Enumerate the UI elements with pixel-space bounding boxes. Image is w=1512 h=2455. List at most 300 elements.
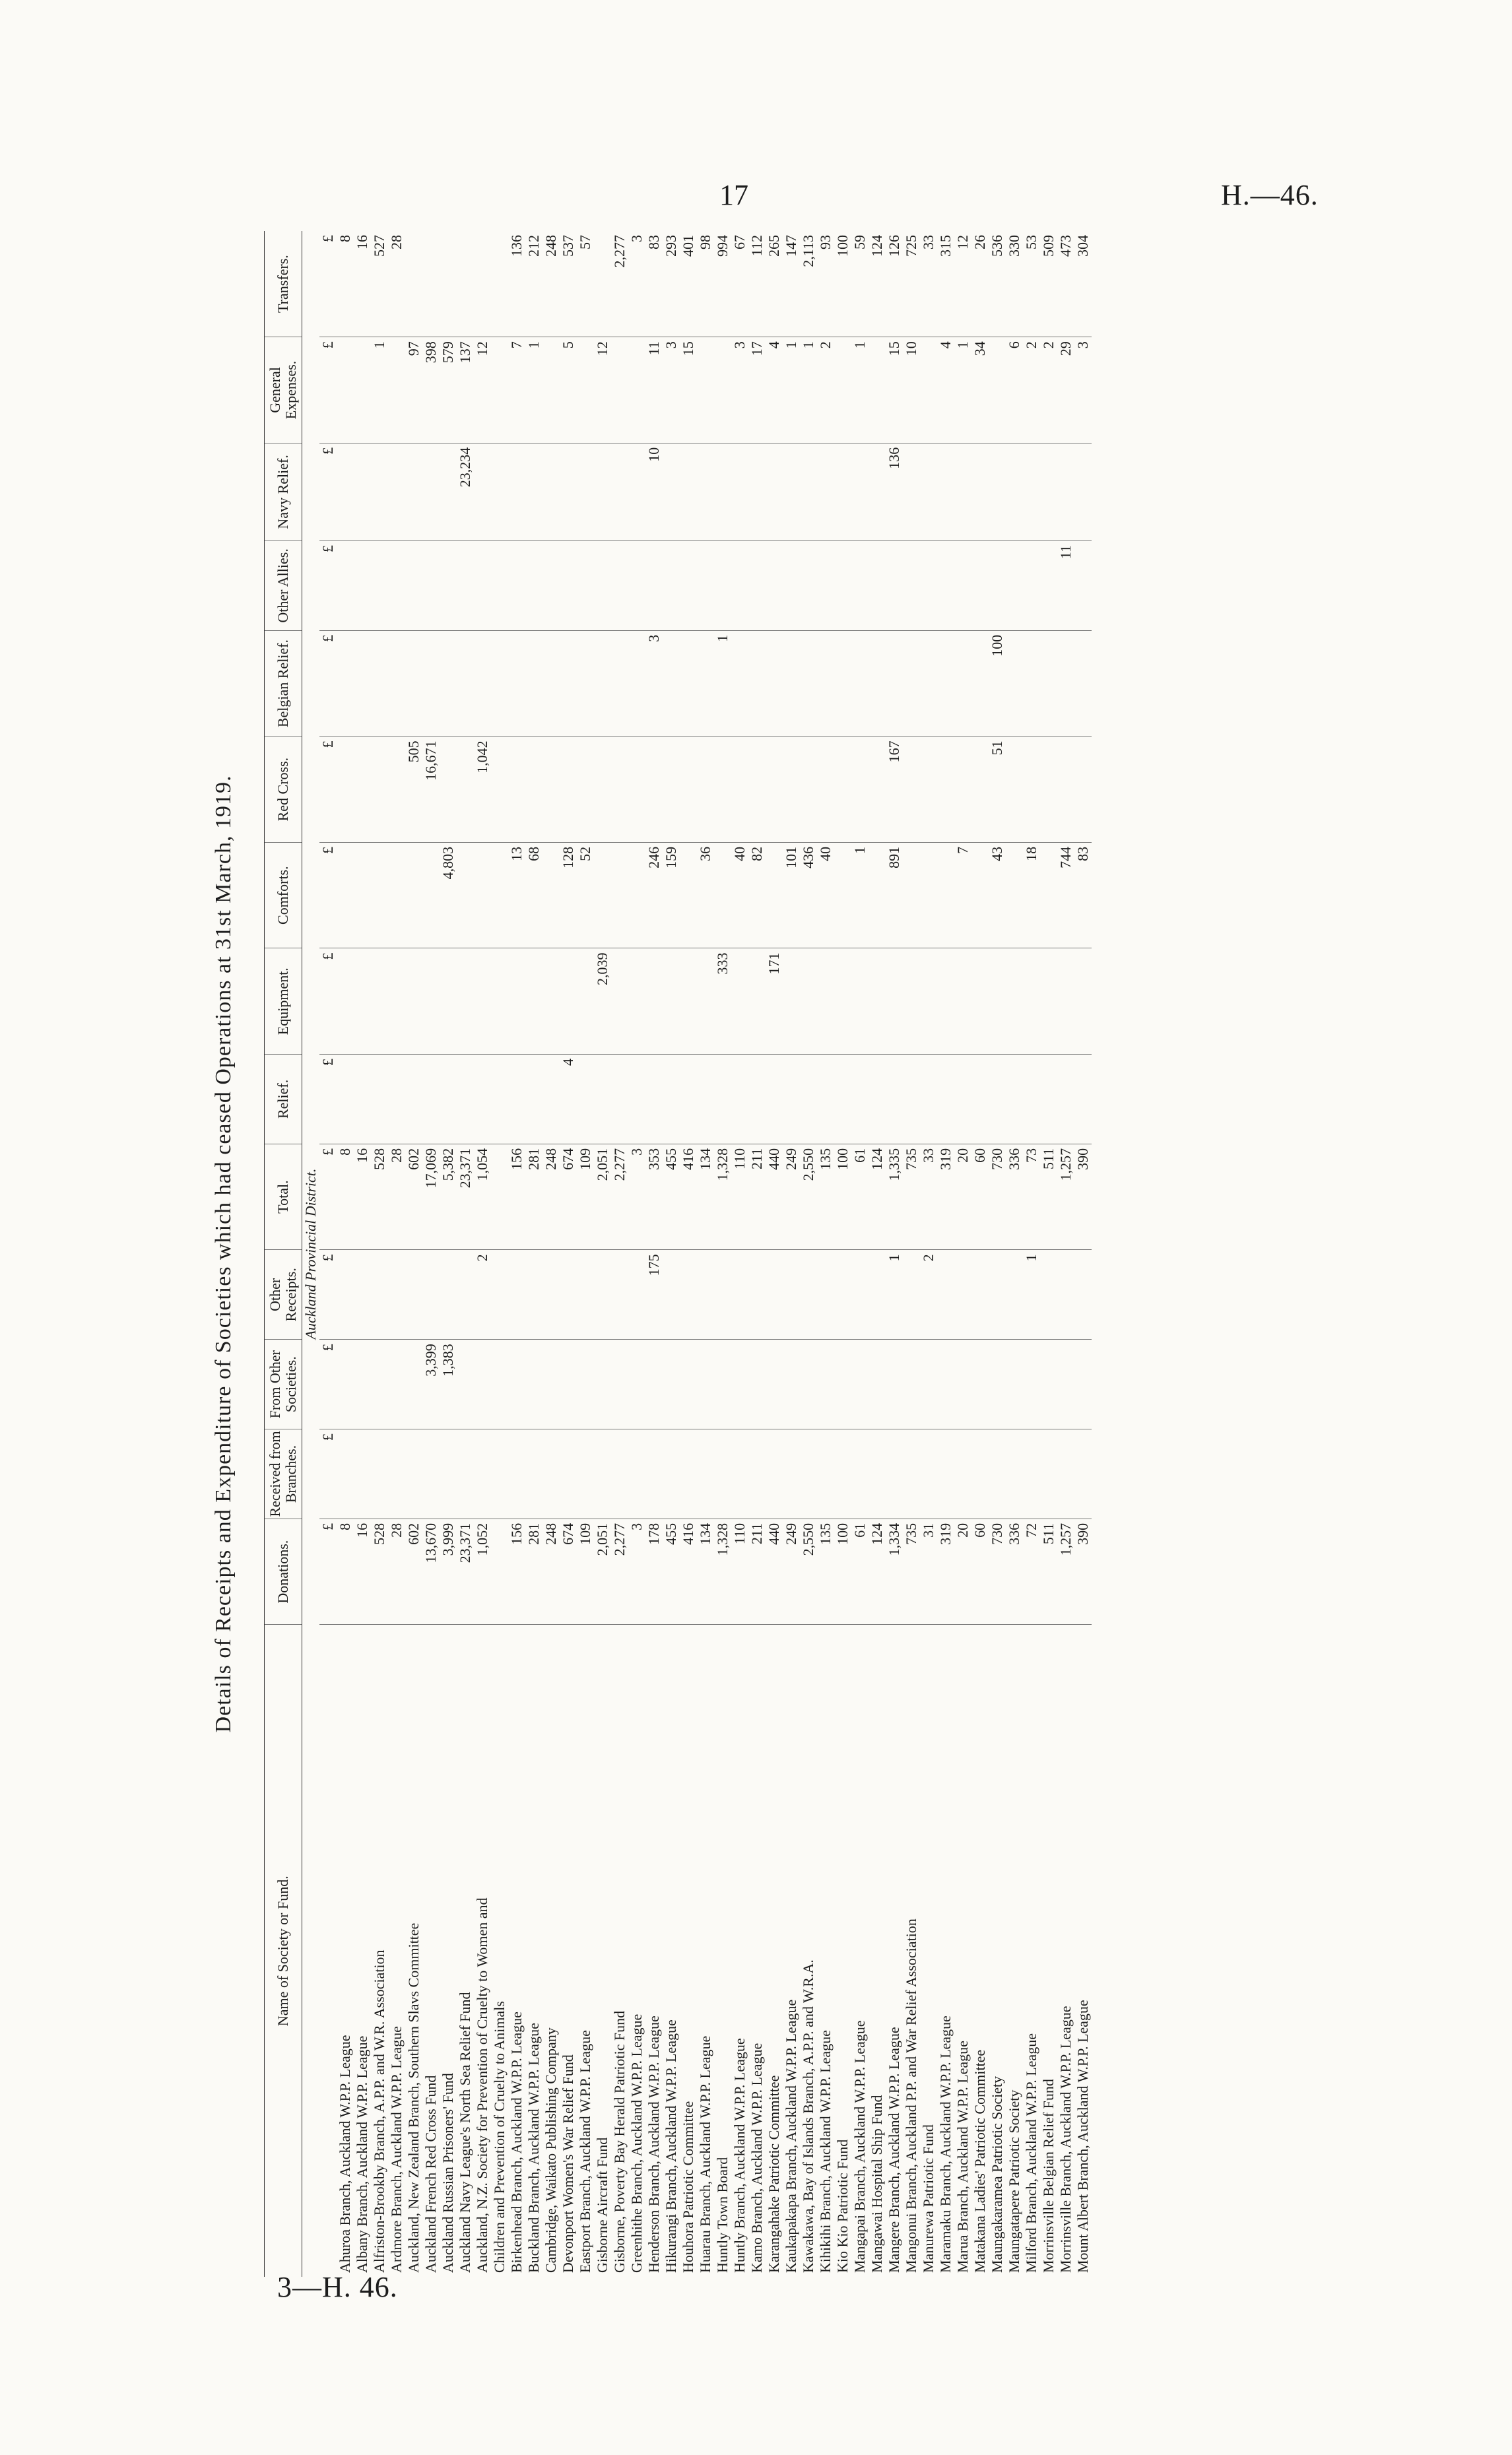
amount-cell: 60	[971, 1519, 989, 1625]
amount-cell: 34	[971, 337, 989, 443]
amount-cell	[766, 736, 783, 843]
amount-cell	[766, 443, 783, 540]
amount-cell	[800, 1250, 817, 1340]
amount-cell: 336	[1006, 1144, 1023, 1250]
unit-cell: £	[319, 1340, 337, 1429]
amount-cell	[714, 1340, 731, 1429]
table-row	[971, 231, 989, 2277]
amount-cell	[508, 630, 525, 736]
amount-cell: 330	[1006, 231, 1023, 337]
amount-cell: 28	[388, 231, 405, 337]
amount-cell	[1040, 1250, 1057, 1340]
amount-cell: 72	[1023, 1519, 1040, 1625]
amount-cell	[731, 1340, 748, 1429]
amount-cell	[1023, 630, 1040, 736]
column-header: Relief.	[265, 1054, 302, 1144]
society-name: Matakana Ladies' Patriotic Committee	[971, 2049, 988, 2273]
amount-cell: 5,382	[440, 1144, 457, 1250]
amount-cell	[989, 1054, 1006, 1144]
amount-cell	[508, 1054, 525, 1144]
amount-cell	[989, 1340, 1006, 1429]
amount-cell	[783, 630, 800, 736]
amount-cell: 730	[989, 1519, 1006, 1625]
society-name: Mount Albert Branch, Auckland W.P.P. League	[1074, 2000, 1091, 2273]
amount-cell: 109	[577, 1519, 594, 1625]
amount-cell: 93	[817, 231, 834, 337]
amount-cell: 1,335	[886, 1144, 903, 1250]
amount-cell	[337, 443, 354, 540]
amount-cell	[542, 1429, 560, 1519]
amount-cell	[457, 1340, 474, 1429]
amount-cell	[645, 540, 663, 630]
amount-cell	[937, 630, 954, 736]
amount-cell	[440, 540, 457, 630]
amount-cell: 29	[1057, 337, 1074, 443]
amount-cell	[388, 1340, 405, 1429]
amount-cell: 11	[1057, 540, 1074, 630]
table-row	[851, 231, 869, 2277]
amount-cell	[474, 948, 491, 1055]
amount-cell	[354, 540, 371, 630]
amount-cell	[851, 1429, 869, 1519]
amount-cell	[903, 948, 920, 1055]
amount-cell: 537	[560, 231, 577, 337]
amount-cell	[405, 948, 422, 1055]
amount-cell	[628, 736, 645, 843]
amount-cell: 473	[1057, 231, 1074, 337]
amount-cell	[491, 443, 508, 540]
amount-cell	[663, 1054, 680, 1144]
table-row	[903, 231, 920, 2277]
amount-cell	[697, 1429, 714, 1519]
amount-cell	[422, 1250, 440, 1340]
amount-cell	[440, 1429, 457, 1519]
amount-cell	[508, 1250, 525, 1340]
amount-cell	[783, 1340, 800, 1429]
amount-cell: 1,042	[474, 736, 491, 843]
amount-cell	[954, 540, 971, 630]
amount-cell	[1023, 1429, 1040, 1519]
table-row	[508, 231, 525, 2277]
society-name: Ahuroa Branch, Auckland W.P.P. League	[337, 2035, 353, 2273]
amount-cell	[800, 540, 817, 630]
society-name: Morrinsville Branch, Auckland W.P.P. League	[1057, 2006, 1074, 2273]
amount-cell	[422, 948, 440, 1055]
amount-cell	[731, 736, 748, 843]
amount-cell: 135	[817, 1519, 834, 1625]
amount-cell	[371, 1340, 388, 1429]
unit-cell: £	[319, 1250, 337, 1340]
amount-cell	[971, 842, 989, 948]
amount-cell	[422, 231, 440, 337]
amount-cell	[611, 540, 628, 630]
amount-cell	[1023, 948, 1040, 1055]
amount-cell	[457, 1054, 474, 1144]
unit-cell: £	[319, 630, 337, 736]
amount-cell	[371, 1054, 388, 1144]
amount-cell: 8	[337, 231, 354, 337]
amount-cell: 509	[1040, 231, 1057, 337]
society-name: Children and Prevention of Cruelty to Animals	[491, 2001, 508, 2273]
amount-cell	[920, 736, 937, 843]
unit-cell: £	[319, 1144, 337, 1250]
amount-cell	[663, 540, 680, 630]
society-name: Hikurangi Branch, Auckland W.P.P. League	[663, 2019, 679, 2273]
amount-cell	[1057, 1340, 1074, 1429]
amount-cell	[783, 1250, 800, 1340]
amount-cell	[577, 1340, 594, 1429]
amount-cell	[748, 1250, 766, 1340]
amount-cell: 16	[354, 1144, 371, 1250]
amount-cell	[388, 842, 405, 948]
amount-cell: 10	[645, 443, 663, 540]
amount-cell	[440, 443, 457, 540]
amount-cell	[560, 630, 577, 736]
amount-cell	[525, 1340, 542, 1429]
amount-cell	[1006, 842, 1023, 948]
amount-cell	[611, 630, 628, 736]
amount-cell: 735	[903, 1519, 920, 1625]
amount-cell: 249	[783, 1519, 800, 1625]
amount-cell	[731, 630, 748, 736]
amount-cell: 126	[886, 231, 903, 337]
amount-cell	[714, 736, 731, 843]
amount-cell: 211	[748, 1519, 766, 1625]
society-name: Gisborne Aircraft Fund	[594, 2137, 610, 2273]
amount-cell	[577, 337, 594, 443]
amount-cell	[869, 540, 886, 630]
amount-cell	[731, 1250, 748, 1340]
unit-cell: £	[319, 540, 337, 630]
amount-cell	[989, 337, 1006, 443]
amount-cell	[525, 1429, 542, 1519]
amount-cell: 16,671	[422, 736, 440, 843]
amount-cell	[714, 1054, 731, 1144]
amount-cell: 353	[645, 1144, 663, 1250]
amount-cell	[697, 948, 714, 1055]
amount-cell: 319	[937, 1144, 954, 1250]
society-name: Huntly Branch, Auckland W.P.P. League	[731, 2038, 748, 2273]
amount-cell	[920, 1054, 937, 1144]
table-row	[680, 231, 697, 2277]
amount-cell	[371, 630, 388, 736]
column-header: Donations.	[265, 1519, 302, 1625]
amount-cell	[731, 1429, 748, 1519]
amount-cell	[834, 1429, 851, 1519]
amount-cell	[491, 1429, 508, 1519]
amount-cell	[542, 736, 560, 843]
society-name: Eastport Branch, Auckland W.P.P. League	[577, 2030, 593, 2273]
amount-cell: 4	[766, 337, 783, 443]
header-row	[265, 231, 302, 2277]
amount-cell	[474, 1054, 491, 1144]
rotated-table-block	[211, 231, 1393, 2277]
amount-cell: 1,052	[474, 1519, 491, 1625]
table-row	[388, 231, 405, 2277]
amount-cell	[766, 630, 783, 736]
amount-cell	[560, 736, 577, 843]
amount-cell	[594, 231, 611, 337]
amount-cell	[937, 736, 954, 843]
amount-cell	[542, 630, 560, 736]
amount-cell	[491, 842, 508, 948]
amount-cell	[474, 630, 491, 736]
amount-cell: 1,334	[886, 1519, 903, 1625]
amount-cell	[851, 1250, 869, 1340]
amount-cell: 1	[525, 337, 542, 443]
amount-cell	[886, 540, 903, 630]
table-row	[989, 231, 1006, 2277]
society-name: Gisborne, Poverty Bay Herald Patriotic Fund	[611, 2010, 628, 2273]
amount-cell	[628, 842, 645, 948]
amount-cell: 2,277	[611, 231, 628, 337]
table-row	[937, 231, 954, 2277]
district-heading: Auckland Provincial District.	[302, 1168, 319, 1340]
amount-cell	[542, 842, 560, 948]
society-name: Cambridge, Waikato Publishing Company	[542, 2027, 559, 2273]
amount-cell: 7	[954, 842, 971, 948]
amount-cell	[337, 540, 354, 630]
amount-cell	[714, 337, 731, 443]
amount-cell	[714, 540, 731, 630]
amount-cell: 1,383	[440, 1340, 457, 1429]
amount-cell	[457, 231, 474, 337]
amount-cell	[869, 630, 886, 736]
amount-cell: 12	[474, 337, 491, 443]
amount-cell	[834, 842, 851, 948]
amount-cell	[440, 736, 457, 843]
amount-cell	[628, 337, 645, 443]
amount-cell	[474, 1340, 491, 1429]
amount-cell: 2	[474, 1250, 491, 1340]
amount-cell	[611, 1250, 628, 1340]
amount-cell	[422, 443, 440, 540]
amount-cell	[405, 1340, 422, 1429]
amount-cell	[1057, 630, 1074, 736]
table-row	[954, 231, 971, 2277]
table-row	[800, 231, 817, 2277]
society-name: Auckland Russian Prisoners' Fund	[440, 2073, 456, 2273]
amount-cell: 390	[1074, 1144, 1092, 1250]
amount-cell: 336	[1006, 1519, 1023, 1625]
amount-cell: 3	[628, 1144, 645, 1250]
amount-cell	[354, 1429, 371, 1519]
amount-cell	[748, 630, 766, 736]
amount-cell	[1040, 948, 1057, 1055]
unit-spacer	[319, 1625, 337, 2277]
amount-cell	[954, 1429, 971, 1519]
amount-cell: 11	[645, 337, 663, 443]
amount-cell	[697, 337, 714, 443]
amount-cell	[422, 1054, 440, 1144]
amount-cell	[542, 948, 560, 1055]
amount-cell	[731, 948, 748, 1055]
amount-cell	[817, 630, 834, 736]
society-name: Greenhithe Branch, Auckland W.P.P. League	[628, 2013, 645, 2273]
amount-cell	[971, 1250, 989, 1340]
amount-cell: 211	[748, 1144, 766, 1250]
column-header: Navy Relief.	[265, 443, 302, 540]
column-header: Received from Branches.	[265, 1429, 302, 1519]
amount-cell	[1006, 540, 1023, 630]
amount-cell: 15	[886, 337, 903, 443]
amount-cell	[920, 630, 937, 736]
table-row	[766, 231, 783, 2277]
amount-cell	[937, 948, 954, 1055]
amount-cell	[1074, 1054, 1092, 1144]
amount-cell	[783, 540, 800, 630]
amount-cell: 109	[577, 1144, 594, 1250]
table-row	[869, 231, 886, 2277]
society-name: Kawakawa, Bay of Islands Branch, A.P.P. and W.R.A.	[800, 1959, 816, 2273]
amount-cell	[577, 1250, 594, 1340]
amount-cell	[954, 948, 971, 1055]
amount-cell	[954, 1250, 971, 1340]
amount-cell	[611, 1340, 628, 1429]
amount-cell: 455	[663, 1144, 680, 1250]
amount-cell	[1040, 842, 1057, 948]
amount-cell: 40	[817, 842, 834, 948]
amount-cell: 536	[989, 231, 1006, 337]
amount-cell	[903, 540, 920, 630]
amount-cell	[663, 443, 680, 540]
amount-cell	[989, 1429, 1006, 1519]
table-row	[542, 231, 560, 2277]
amount-cell	[731, 443, 748, 540]
amount-cell	[371, 736, 388, 843]
amount-cell	[474, 842, 491, 948]
amount-cell	[508, 443, 525, 540]
amount-cell	[783, 1429, 800, 1519]
amount-cell: 28	[388, 1519, 405, 1625]
amount-cell	[869, 842, 886, 948]
amount-cell: 51	[989, 736, 1006, 843]
amount-cell	[903, 1054, 920, 1144]
amount-cell	[474, 231, 491, 337]
column-header: General Expenses.	[265, 337, 302, 443]
amount-cell: 725	[903, 231, 920, 337]
amount-cell	[817, 1429, 834, 1519]
amount-cell	[903, 443, 920, 540]
amount-cell	[474, 1429, 491, 1519]
amount-cell: 2	[1023, 337, 1040, 443]
table-row	[491, 231, 508, 2277]
society-name: Birkenhead Branch, Auckland W.P.P. League	[508, 2012, 525, 2273]
society-name: Auckland, New Zealand Branch, Southern Slavs Committee	[405, 1922, 422, 2273]
amount-cell	[594, 540, 611, 630]
amount-cell	[508, 1429, 525, 1519]
society-name: Karangahake Patriotic Committee	[766, 2075, 782, 2273]
amount-cell: 100	[834, 1144, 851, 1250]
amount-cell: 401	[680, 231, 697, 337]
amount-cell	[834, 1340, 851, 1429]
amount-cell: 40	[731, 842, 748, 948]
amount-cell	[800, 736, 817, 843]
amount-cell	[869, 948, 886, 1055]
amount-cell	[577, 948, 594, 1055]
amount-cell	[491, 948, 508, 1055]
table-row	[560, 231, 577, 2277]
amount-cell	[886, 630, 903, 736]
amount-cell	[954, 630, 971, 736]
amount-cell	[560, 443, 577, 540]
amount-cell	[766, 1054, 783, 1144]
amount-cell	[491, 231, 508, 337]
amount-cell: 1	[851, 842, 869, 948]
amount-cell: 1	[851, 337, 869, 443]
amount-cell	[766, 1250, 783, 1340]
amount-cell: 36	[697, 842, 714, 948]
amount-cell	[748, 1429, 766, 1519]
amount-cell	[560, 1340, 577, 1429]
amount-cell	[508, 948, 525, 1055]
amount-cell	[354, 630, 371, 736]
amount-cell	[611, 1054, 628, 1144]
amount-cell	[577, 736, 594, 843]
amount-cell	[405, 231, 422, 337]
amount-cell	[748, 443, 766, 540]
amount-cell	[1074, 736, 1092, 843]
amount-cell	[354, 1340, 371, 1429]
amount-cell	[594, 1340, 611, 1429]
amount-cell: 319	[937, 1519, 954, 1625]
amount-cell	[422, 1429, 440, 1519]
amount-cell	[800, 1429, 817, 1519]
society-name: Kaukapakapa Branch, Auckland W.P.P. League	[783, 1999, 799, 2273]
amount-cell	[1006, 1250, 1023, 1340]
amount-cell: 5	[560, 337, 577, 443]
amount-cell	[405, 1250, 422, 1340]
amount-cell	[817, 1054, 834, 1144]
amount-cell	[663, 1340, 680, 1429]
amount-cell: 440	[766, 1519, 783, 1625]
society-name: Huntly Town Board	[714, 2157, 731, 2273]
society-name: Maungakaramea Patriotic Society	[989, 2076, 1005, 2273]
amount-cell	[697, 1250, 714, 1340]
amount-cell	[731, 540, 748, 630]
amount-cell	[1074, 1250, 1092, 1340]
amount-cell: 61	[851, 1144, 869, 1250]
amount-cell	[405, 842, 422, 948]
amount-cell: 28	[388, 1144, 405, 1250]
amount-cell	[903, 842, 920, 948]
amount-cell	[354, 948, 371, 1055]
amount-cell	[766, 1429, 783, 1519]
amount-cell: 1,257	[1057, 1519, 1074, 1625]
table-row	[611, 231, 628, 2277]
amount-cell: 730	[989, 1144, 1006, 1250]
amount-cell	[851, 736, 869, 843]
amount-cell	[594, 842, 611, 948]
amount-cell: 390	[1074, 1519, 1092, 1625]
amount-cell	[680, 1429, 697, 1519]
amount-cell	[457, 1250, 474, 1340]
table-row	[1006, 231, 1023, 2277]
amount-cell	[1074, 630, 1092, 736]
amount-cell: 110	[731, 1144, 748, 1250]
amount-cell	[491, 1519, 508, 1625]
amount-cell	[628, 540, 645, 630]
amount-cell	[817, 948, 834, 1055]
amount-cell	[766, 540, 783, 630]
amount-cell	[388, 948, 405, 1055]
amount-cell	[766, 1340, 783, 1429]
amount-cell	[971, 1429, 989, 1519]
table-row	[577, 231, 594, 2277]
amount-cell	[748, 736, 766, 843]
amount-cell	[954, 736, 971, 843]
amount-cell	[1023, 1340, 1040, 1429]
